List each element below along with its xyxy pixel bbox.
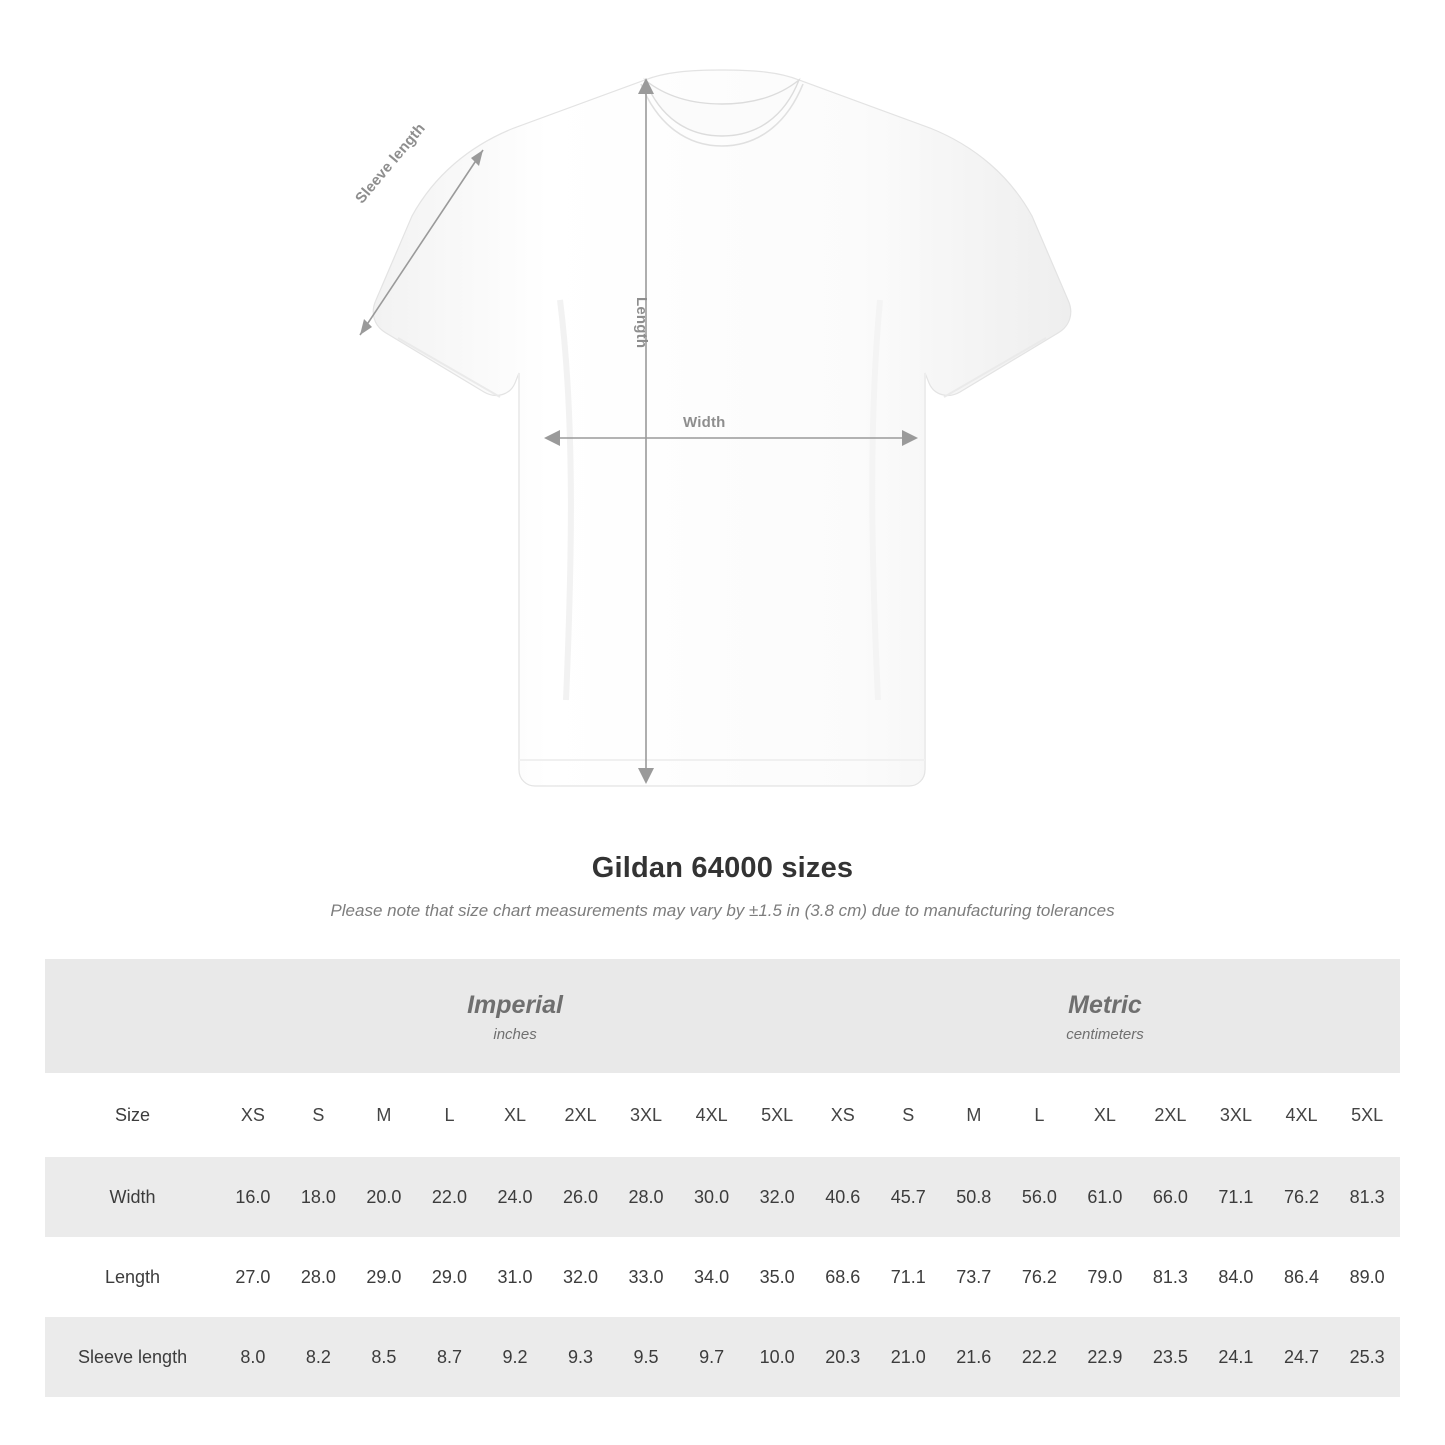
- cell-length-metric-2: 73.7: [941, 1237, 1007, 1317]
- size-header-row: [45, 1073, 1400, 1157]
- cell-width-metric-0: 40.6: [810, 1157, 876, 1237]
- cell-width-metric-6: 71.1: [1203, 1157, 1269, 1237]
- cell-length-metric-4: 79.0: [1072, 1237, 1138, 1317]
- header-size-imperial-0: XS: [220, 1073, 286, 1157]
- cell-length-metric-3: 76.2: [1007, 1237, 1073, 1317]
- header-size-metric-5: 2XL: [1138, 1073, 1204, 1157]
- sleeve-length-label: Sleeve length: [352, 119, 429, 207]
- header-size-imperial-4: XL: [482, 1073, 548, 1157]
- cell-width-imperial-3: 22.0: [417, 1157, 483, 1237]
- cell-width-metric-7: 76.2: [1269, 1157, 1335, 1237]
- cell-length-metric-8: 89.0: [1334, 1237, 1400, 1317]
- tolerance-note: Please note that size chart measurements may vary by ±1.5 in (3.8 cm) due to manufacturing tolerances: [330, 901, 1115, 920]
- cell-sleeve-metric-7: 24.7: [1269, 1317, 1335, 1397]
- header-size-metric-3: L: [1007, 1073, 1073, 1157]
- cell-length-metric-6: 84.0: [1203, 1237, 1269, 1317]
- cell-sleeve-metric-3: 22.2: [1007, 1317, 1073, 1397]
- cell-width-metric-8: 81.3: [1334, 1157, 1400, 1237]
- cell-width-imperial-0: 16.0: [220, 1157, 286, 1237]
- size-chart-table-wrap: [0, 959, 1445, 1397]
- cell-width-imperial-7: 30.0: [679, 1157, 745, 1237]
- cell-length-imperial-4: 31.0: [482, 1237, 548, 1317]
- header-size-metric-1: S: [876, 1073, 942, 1157]
- size-chart-table: [45, 959, 1400, 1397]
- cell-width-metric-5: 66.0: [1138, 1157, 1204, 1237]
- cell-sleeve-metric-1: 21.0: [876, 1317, 942, 1397]
- unit-group-row: [45, 959, 1400, 1073]
- cell-width-metric-1: 45.7: [876, 1157, 942, 1237]
- cell-sleeve-imperial-6: 9.5: [613, 1317, 679, 1397]
- header-size-imperial-8: 5XL: [744, 1073, 810, 1157]
- header-size-label: Size: [45, 1073, 220, 1157]
- cell-width-imperial-8: 32.0: [744, 1157, 810, 1237]
- header-size-imperial-1: S: [286, 1073, 352, 1157]
- cell-sleeve-metric-2: 21.6: [941, 1317, 1007, 1397]
- table-row: [45, 1157, 1400, 1237]
- row-label-sleeve-length: Sleeve length: [45, 1317, 220, 1397]
- table-row: [45, 1317, 1400, 1397]
- width-label: Width: [683, 414, 726, 431]
- header-size-metric-8: 5XL: [1334, 1073, 1400, 1157]
- cell-length-metric-1: 71.1: [876, 1237, 942, 1317]
- cell-width-metric-2: 50.8: [941, 1157, 1007, 1237]
- cell-width-metric-3: 56.0: [1007, 1157, 1073, 1237]
- cell-length-imperial-1: 28.0: [286, 1237, 352, 1317]
- cell-length-metric-7: 86.4: [1269, 1237, 1335, 1317]
- imperial-sub: inches: [493, 1025, 537, 1043]
- cell-length-imperial-2: 29.0: [351, 1237, 417, 1317]
- metric-sub: centimeters: [1066, 1025, 1144, 1043]
- cell-sleeve-imperial-0: 8.0: [220, 1317, 286, 1397]
- header-size-metric-4: XL: [1072, 1073, 1138, 1157]
- header-size-imperial-6: 3XL: [613, 1073, 679, 1157]
- unit-group-imperial: [220, 959, 810, 1073]
- cell-length-imperial-7: 34.0: [679, 1237, 745, 1317]
- cell-length-metric-0: 68.6: [810, 1237, 876, 1317]
- page-title: Gildan 64000 sizes: [591, 852, 854, 884]
- header-size-metric-2: M: [941, 1073, 1007, 1157]
- header-size-imperial-2: M: [351, 1073, 417, 1157]
- cell-sleeve-metric-4: 22.9: [1072, 1317, 1138, 1397]
- row-label-width: Width: [45, 1157, 220, 1237]
- cell-length-imperial-3: 29.0: [417, 1237, 483, 1317]
- cell-sleeve-imperial-1: 8.2: [286, 1317, 352, 1397]
- cell-sleeve-metric-6: 24.1: [1203, 1317, 1269, 1397]
- cell-length-imperial-0: 27.0: [220, 1237, 286, 1317]
- cell-length-imperial-5: 32.0: [548, 1237, 614, 1317]
- cell-sleeve-metric-5: 23.5: [1138, 1317, 1204, 1397]
- cell-sleeve-imperial-4: 9.2: [482, 1317, 548, 1397]
- unit-group-metric: [810, 959, 1400, 1073]
- row-label-length: Length: [45, 1237, 220, 1317]
- header-size-imperial-5: 2XL: [548, 1073, 614, 1157]
- cell-sleeve-imperial-3: 8.7: [417, 1317, 483, 1397]
- cell-sleeve-imperial-2: 8.5: [351, 1317, 417, 1397]
- table-row: [45, 1237, 1400, 1317]
- header-size-metric-6: 3XL: [1203, 1073, 1269, 1157]
- cell-sleeve-imperial-8: 10.0: [744, 1317, 810, 1397]
- cell-sleeve-metric-0: 20.3: [810, 1317, 876, 1397]
- header-size-metric-0: XS: [810, 1073, 876, 1157]
- cell-length-imperial-8: 35.0: [744, 1237, 810, 1317]
- metric-name: Metric: [1068, 990, 1142, 1019]
- cell-width-imperial-6: 28.0: [613, 1157, 679, 1237]
- cell-sleeve-metric-8: 25.3: [1334, 1317, 1400, 1397]
- header-size-imperial-3: L: [417, 1073, 483, 1157]
- cell-width-metric-4: 61.0: [1072, 1157, 1138, 1237]
- cell-width-imperial-4: 24.0: [482, 1157, 548, 1237]
- cell-width-imperial-1: 18.0: [286, 1157, 352, 1237]
- unit-group-spacer: [45, 959, 220, 1073]
- cell-width-imperial-2: 20.0: [351, 1157, 417, 1237]
- header-size-metric-7: 4XL: [1269, 1073, 1335, 1157]
- cell-length-imperial-6: 33.0: [613, 1237, 679, 1317]
- length-label: Length: [633, 297, 650, 349]
- imperial-name: Imperial: [467, 990, 563, 1019]
- cell-sleeve-imperial-7: 9.7: [679, 1317, 745, 1397]
- cell-width-imperial-5: 26.0: [548, 1157, 614, 1237]
- header-size-imperial-7: 4XL: [679, 1073, 745, 1157]
- cell-length-metric-5: 81.3: [1138, 1237, 1204, 1317]
- cell-sleeve-imperial-5: 9.3: [548, 1317, 614, 1397]
